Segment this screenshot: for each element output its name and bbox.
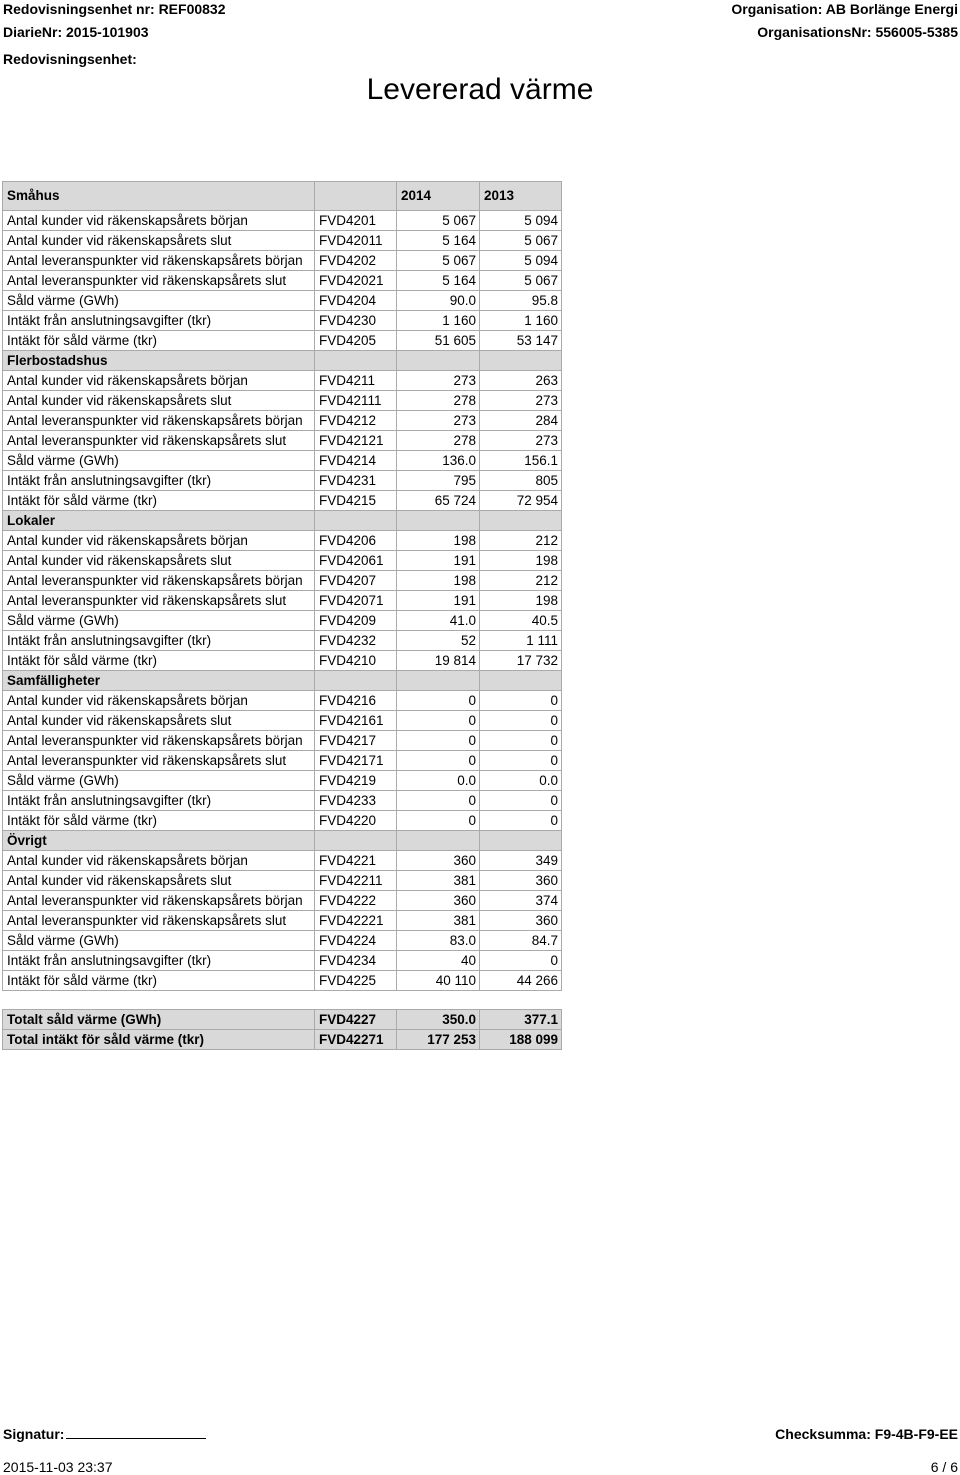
- row-label: Intäkt för såld värme (tkr): [3, 651, 315, 671]
- value-2013: 72 954: [480, 491, 562, 511]
- value-2014: 795: [397, 471, 480, 491]
- value-2013: 5 094: [480, 211, 562, 231]
- value-2013: 1 111: [480, 631, 562, 651]
- value-2014: 360: [397, 851, 480, 871]
- row-label: Intäkt för såld värme (tkr): [3, 811, 315, 831]
- row-code: FVD4231: [315, 471, 397, 491]
- row-label: Såld värme (GWh): [3, 451, 315, 471]
- row-code: FVD42061: [315, 551, 397, 571]
- section-header-row: [3, 511, 562, 531]
- table-row: [3, 271, 562, 291]
- value-2013: 0: [480, 751, 562, 771]
- section-blank: [480, 831, 562, 851]
- section-blank: [397, 831, 480, 851]
- row-code: FVD4219: [315, 771, 397, 791]
- row-label: Intäkt från anslutningsavgifter (tkr): [3, 471, 315, 491]
- row-label: Total intäkt för såld värme (tkr): [3, 1030, 315, 1050]
- value-2013: 0: [480, 791, 562, 811]
- row-label: Intäkt från anslutningsavgifter (tkr): [3, 631, 315, 651]
- value-2014: 198: [397, 531, 480, 551]
- timestamp: 2015-11-03 23:37: [3, 1459, 113, 1475]
- row-code: FVD4232: [315, 631, 397, 651]
- row-label: Antal leveranspunkter vid räkenskapsårets början: [3, 891, 315, 911]
- table-row: [3, 291, 562, 311]
- row-code: FVD42171: [315, 751, 397, 771]
- report-unit: Redovisningsenhet:: [3, 51, 137, 67]
- value-2013: 805: [480, 471, 562, 491]
- section-title: Småhus: [3, 182, 315, 211]
- value-2014: 83.0: [397, 931, 480, 951]
- value-2013: 360: [480, 871, 562, 891]
- value-2013: 5 094: [480, 251, 562, 271]
- organisation-number: OrganisationsNr: 556005-5385: [757, 24, 958, 40]
- table-row: [3, 771, 562, 791]
- row-code: FVD4201: [315, 211, 397, 231]
- section-blank: [315, 671, 397, 691]
- value-2013: 1 160: [480, 311, 562, 331]
- value-2014: 136.0: [397, 451, 480, 471]
- table-row: [3, 911, 562, 931]
- table-row: [3, 631, 562, 651]
- table-row: [3, 231, 562, 251]
- row-label: Totalt såld värme (GWh): [3, 1010, 315, 1030]
- value-2014: 350.0: [397, 1010, 480, 1030]
- row-code: FVD42071: [315, 591, 397, 611]
- value-2013: 5 067: [480, 271, 562, 291]
- value-2014: 191: [397, 591, 480, 611]
- value-2014: 0: [397, 691, 480, 711]
- row-code: FVD42021: [315, 271, 397, 291]
- value-2014: 5 164: [397, 271, 480, 291]
- value-2014: 0: [397, 811, 480, 831]
- checksum: Checksumma: F9-4B-F9-EE: [775, 1426, 958, 1442]
- value-2014: 5 067: [397, 211, 480, 231]
- row-code: FVD4205: [315, 331, 397, 351]
- value-2014: 381: [397, 871, 480, 891]
- value-2013: 0: [480, 691, 562, 711]
- spacer: [3, 991, 315, 1010]
- row-code: FVD4225: [315, 971, 397, 991]
- row-label: Antal kunder vid räkenskapsårets början: [3, 371, 315, 391]
- value-2014: 273: [397, 411, 480, 431]
- row-code: FVD4211: [315, 371, 397, 391]
- value-2014: 0: [397, 711, 480, 731]
- row-code: FVD4216: [315, 691, 397, 711]
- page-title: Levererad värme: [366, 73, 594, 106]
- report-unit-number: Redovisningsenhet nr: REF00832: [3, 1, 226, 17]
- table-row: [3, 611, 562, 631]
- row-label: Såld värme (GWh): [3, 611, 315, 631]
- value-2014: 52: [397, 631, 480, 651]
- value-2014: 278: [397, 431, 480, 451]
- row-label: Antal kunder vid räkenskapsårets slut: [3, 871, 315, 891]
- value-2013: 0.0: [480, 771, 562, 791]
- row-label: Antal leveranspunkter vid räkenskapsårets början: [3, 251, 315, 271]
- value-2014: 5 164: [397, 231, 480, 251]
- table-row: [3, 551, 562, 571]
- header-code: [315, 182, 397, 211]
- value-2014: 191: [397, 551, 480, 571]
- row-label: Antal kunder vid räkenskapsårets slut: [3, 711, 315, 731]
- table-row: [3, 591, 562, 611]
- value-2013: 188 099: [480, 1030, 562, 1050]
- row-label: Antal leveranspunkter vid räkenskapsårets slut: [3, 431, 315, 451]
- row-label: Intäkt för såld värme (tkr): [3, 971, 315, 991]
- section-title: Flerbostadshus: [3, 351, 315, 371]
- table-row: [3, 571, 562, 591]
- row-code: FVD42271: [315, 1030, 397, 1050]
- header-year-2013: 2013: [480, 182, 562, 211]
- value-2013: 374: [480, 891, 562, 911]
- value-2014: 177 253: [397, 1030, 480, 1050]
- value-2014: 41.0: [397, 611, 480, 631]
- table-row: [3, 811, 562, 831]
- value-2013: 0: [480, 731, 562, 751]
- value-2014: 90.0: [397, 291, 480, 311]
- value-2013: 377.1: [480, 1010, 562, 1030]
- row-code: FVD4206: [315, 531, 397, 551]
- value-2013: 40.5: [480, 611, 562, 631]
- value-2013: 156.1: [480, 451, 562, 471]
- row-label: Antal leveranspunkter vid räkenskapsårets början: [3, 731, 315, 751]
- row-label: Antal leveranspunkter vid räkenskapsårets slut: [3, 591, 315, 611]
- row-code: FVD4215: [315, 491, 397, 511]
- header-year-2014: 2014: [397, 182, 480, 211]
- value-2013: 17 732: [480, 651, 562, 671]
- value-2014: 1 160: [397, 311, 480, 331]
- table-body: [3, 182, 562, 1050]
- row-label: Intäkt från anslutningsavgifter (tkr): [3, 951, 315, 971]
- value-2013: 284: [480, 411, 562, 431]
- row-code: FVD4214: [315, 451, 397, 471]
- table-row: [3, 971, 562, 991]
- row-label: Såld värme (GWh): [3, 771, 315, 791]
- row-code: FVD4230: [315, 311, 397, 331]
- section-title: Lokaler: [3, 511, 315, 531]
- signature-line: [66, 1437, 206, 1439]
- table-row: [3, 711, 562, 731]
- table-row: [3, 431, 562, 451]
- value-2013: 212: [480, 531, 562, 551]
- spacer: [397, 991, 480, 1010]
- row-label: Antal kunder vid räkenskapsårets slut: [3, 231, 315, 251]
- value-2013: 198: [480, 591, 562, 611]
- spacer: [315, 991, 397, 1010]
- section-header-row: [3, 671, 562, 691]
- table-row: [3, 851, 562, 871]
- value-2014: 65 724: [397, 491, 480, 511]
- table-row: [3, 891, 562, 911]
- table-row: [3, 931, 562, 951]
- value-2014: 278: [397, 391, 480, 411]
- row-code: FVD4202: [315, 251, 397, 271]
- row-label: Antal leveranspunkter vid räkenskapsårets slut: [3, 751, 315, 771]
- table-row: [3, 211, 562, 231]
- row-code: FVD42011: [315, 231, 397, 251]
- value-2013: 95.8: [480, 291, 562, 311]
- row-label: Såld värme (GWh): [3, 291, 315, 311]
- row-code: FVD42211: [315, 871, 397, 891]
- row-code: FVD4221: [315, 851, 397, 871]
- row-code: FVD4210: [315, 651, 397, 671]
- value-2013: 360: [480, 911, 562, 931]
- section-header-row: [3, 831, 562, 851]
- row-label: Antal leveranspunkter vid räkenskapsårets början: [3, 571, 315, 591]
- row-code: FVD4207: [315, 571, 397, 591]
- page-number: 6 / 6: [930, 1459, 958, 1475]
- section-header-row: [3, 351, 562, 371]
- section-blank: [397, 671, 480, 691]
- row-label: Antal leveranspunkter vid räkenskapsårets slut: [3, 271, 315, 291]
- table-row: [3, 371, 562, 391]
- row-label: Intäkt för såld värme (tkr): [3, 331, 315, 351]
- organisation-name: Organisation: AB Borlänge Energi: [731, 1, 958, 17]
- value-2013: 0: [480, 811, 562, 831]
- spacer: [480, 991, 562, 1010]
- row-label: Antal kunder vid räkenskapsårets slut: [3, 391, 315, 411]
- signature-field: [3, 1426, 206, 1442]
- row-code: FVD4220: [315, 811, 397, 831]
- value-2014: 40 110: [397, 971, 480, 991]
- value-2013: 5 067: [480, 231, 562, 251]
- value-2013: 0: [480, 711, 562, 731]
- table-row: [3, 251, 562, 271]
- value-2014: 0.0: [397, 771, 480, 791]
- table-row: [3, 871, 562, 891]
- value-2014: 381: [397, 911, 480, 931]
- signature-label: Signatur:: [3, 1426, 65, 1442]
- row-code: FVD4234: [315, 951, 397, 971]
- row-label: Såld värme (GWh): [3, 931, 315, 951]
- value-2014: 51 605: [397, 331, 480, 351]
- section-blank: [397, 511, 480, 531]
- value-2013: 44 266: [480, 971, 562, 991]
- row-label: Antal kunder vid räkenskapsårets början: [3, 531, 315, 551]
- value-2013: 0: [480, 951, 562, 971]
- value-2014: 0: [397, 751, 480, 771]
- table-row: [3, 331, 562, 351]
- section-blank: [315, 831, 397, 851]
- row-label: Intäkt för såld värme (tkr): [3, 491, 315, 511]
- row-code: FVD42111: [315, 391, 397, 411]
- value-2013: 84.7: [480, 931, 562, 951]
- value-2013: 349: [480, 851, 562, 871]
- total-row: [3, 1010, 562, 1030]
- section-title: Övrigt: [3, 831, 315, 851]
- diary-number: DiarieNr: 2015-101903: [3, 24, 149, 40]
- row-code: FVD42221: [315, 911, 397, 931]
- total-row: [3, 1030, 562, 1050]
- section-blank: [480, 671, 562, 691]
- table-row: [3, 791, 562, 811]
- value-2014: 360: [397, 891, 480, 911]
- row-code: FVD4227: [315, 1010, 397, 1030]
- value-2014: 40: [397, 951, 480, 971]
- table-row: [3, 391, 562, 411]
- row-label: Intäkt från anslutningsavgifter (tkr): [3, 791, 315, 811]
- row-code: FVD4209: [315, 611, 397, 631]
- value-2013: 198: [480, 551, 562, 571]
- section-blank: [480, 351, 562, 371]
- section-blank: [315, 511, 397, 531]
- delivered-heat-table: [2, 181, 562, 1050]
- table-row: [3, 651, 562, 671]
- value-2014: 0: [397, 731, 480, 751]
- value-2014: 19 814: [397, 651, 480, 671]
- value-2014: 198: [397, 571, 480, 591]
- table-row: [3, 951, 562, 971]
- value-2013: 212: [480, 571, 562, 591]
- value-2013: 53 147: [480, 331, 562, 351]
- row-code: FVD42121: [315, 431, 397, 451]
- row-label: Antal kunder vid räkenskapsårets början: [3, 851, 315, 871]
- row-code: FVD4224: [315, 931, 397, 951]
- row-code: FVD42161: [315, 711, 397, 731]
- value-2013: 273: [480, 431, 562, 451]
- table-row: [3, 311, 562, 331]
- row-label: Antal leveranspunkter vid räkenskapsårets början: [3, 411, 315, 431]
- section-title: Samfälligheter: [3, 671, 315, 691]
- section-blank: [480, 511, 562, 531]
- row-label: Antal leveranspunkter vid räkenskapsårets slut: [3, 911, 315, 931]
- row-code: FVD4212: [315, 411, 397, 431]
- table-row: [3, 751, 562, 771]
- row-code: FVD4217: [315, 731, 397, 751]
- value-2014: 0: [397, 791, 480, 811]
- section-blank: [315, 351, 397, 371]
- table-row: [3, 411, 562, 431]
- section-blank: [397, 351, 480, 371]
- row-code: FVD4222: [315, 891, 397, 911]
- spacer-row: [3, 991, 562, 1010]
- table-row: [3, 471, 562, 491]
- row-code: FVD4204: [315, 291, 397, 311]
- row-label: Antal kunder vid räkenskapsårets början: [3, 211, 315, 231]
- row-label: Intäkt från anslutningsavgifter (tkr): [3, 311, 315, 331]
- table-header-row: [3, 182, 562, 211]
- row-label: Antal kunder vid räkenskapsårets början: [3, 691, 315, 711]
- row-code: FVD4233: [315, 791, 397, 811]
- table-row: [3, 531, 562, 551]
- value-2013: 263: [480, 371, 562, 391]
- value-2014: 273: [397, 371, 480, 391]
- value-2014: 5 067: [397, 251, 480, 271]
- table-row: [3, 451, 562, 471]
- value-2013: 273: [480, 391, 562, 411]
- table-row: [3, 491, 562, 511]
- row-label: Antal kunder vid räkenskapsårets slut: [3, 551, 315, 571]
- table-row: [3, 691, 562, 711]
- table-row: [3, 731, 562, 751]
